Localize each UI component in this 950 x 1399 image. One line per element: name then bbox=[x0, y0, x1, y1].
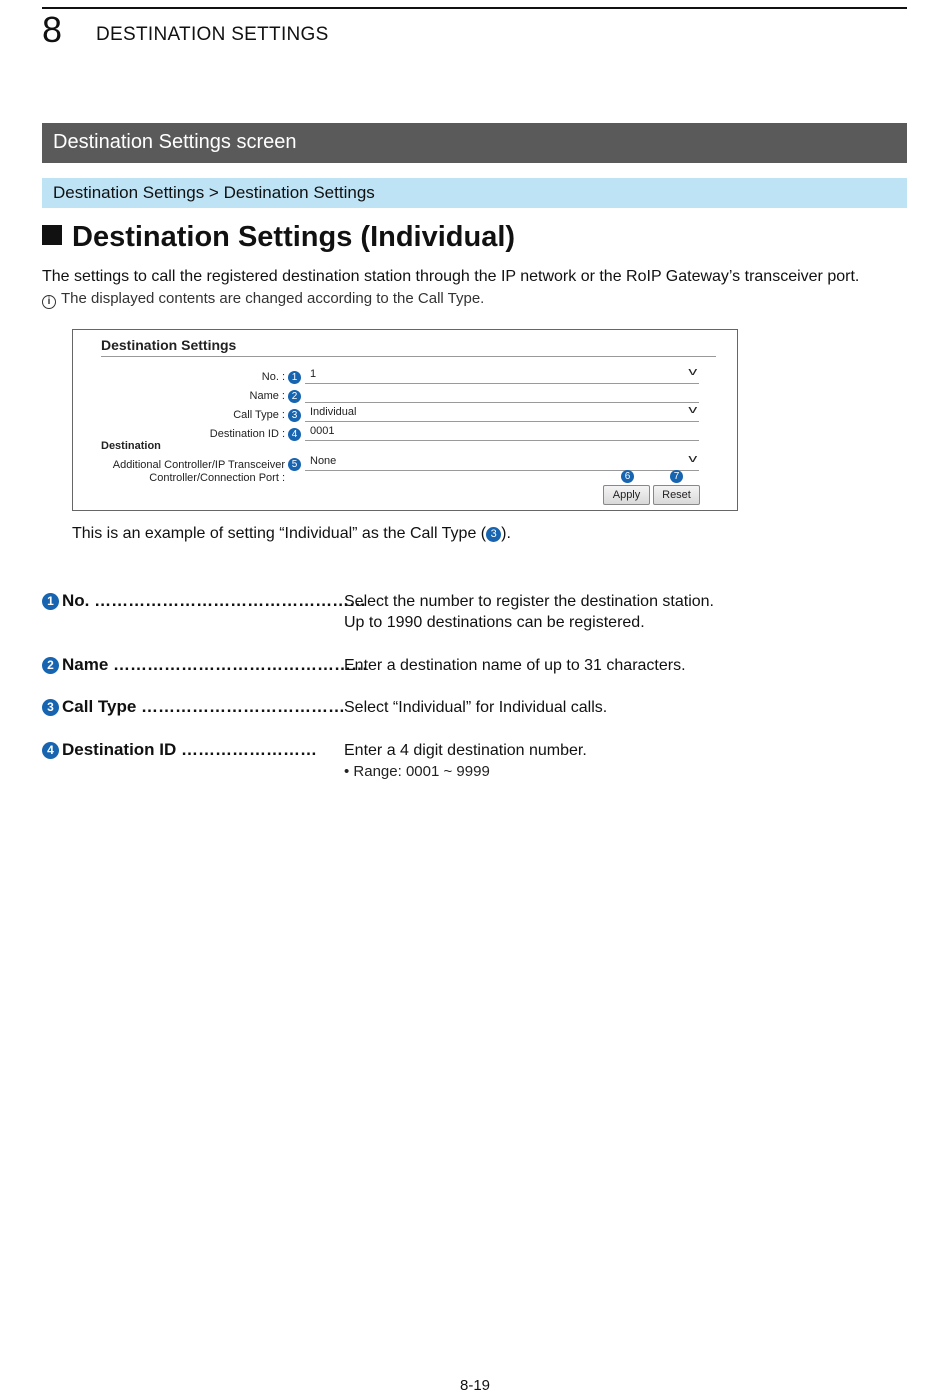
description-line: Select the number to register the destination station. bbox=[344, 593, 714, 610]
port-select[interactable] bbox=[305, 454, 699, 471]
no-select[interactable] bbox=[305, 367, 699, 384]
field-label-destination-id: Destination ID : bbox=[209, 428, 285, 440]
field-label-call-type: Call Type : bbox=[233, 409, 285, 421]
badge-7: 7 bbox=[670, 470, 683, 483]
field-label-no: No. : bbox=[261, 371, 285, 383]
description-line: Select “Individual” for Individual calls. bbox=[344, 699, 608, 716]
panel-divider bbox=[101, 356, 716, 357]
call-type-select[interactable] bbox=[305, 405, 699, 422]
screen-title-bar bbox=[42, 123, 907, 163]
breadcrumb-text: Destination Settings > Destination Settings bbox=[53, 183, 375, 202]
badge-6: 6 bbox=[621, 470, 634, 483]
destination-group-label: Destination bbox=[101, 440, 161, 452]
panel-caption bbox=[72, 525, 511, 543]
apply-button[interactable]: Apply bbox=[603, 485, 650, 505]
item-description bbox=[344, 740, 587, 782]
note-text: The displayed contents are changed according to the Call Type. bbox=[61, 290, 485, 307]
description-subline: • Range: 0001 ~ 9999 bbox=[344, 763, 490, 780]
chapter-number: 8 bbox=[42, 9, 63, 50]
section-heading-text: Destination Settings (Individual) bbox=[72, 221, 516, 253]
badge-1: 1 bbox=[288, 371, 301, 384]
destination-id-value: 0001 bbox=[310, 425, 335, 437]
badge-4: 4 bbox=[288, 428, 301, 441]
screen-title: Destination Settings screen bbox=[53, 131, 297, 153]
no-value: 1 bbox=[310, 368, 317, 380]
item-term: No. ………………………………………… bbox=[62, 591, 367, 610]
section-heading bbox=[42, 221, 515, 254]
item-term: Destination ID …………………… bbox=[62, 740, 318, 759]
description-line: Enter a 4 digit destination number. bbox=[344, 742, 587, 759]
breadcrumb bbox=[42, 178, 907, 208]
badge-5: 5 bbox=[288, 458, 301, 471]
info-icon: i bbox=[42, 295, 56, 309]
item-badge: 4 bbox=[42, 742, 59, 759]
chevron-down-icon: v bbox=[687, 453, 697, 465]
name-input[interactable] bbox=[305, 386, 699, 403]
caption-text-before: This is an example of setting “Individual” as the Call Type ( bbox=[72, 525, 487, 542]
port-label-line2: Controller/Connection Port : bbox=[149, 472, 285, 484]
badge-3: 3 bbox=[288, 409, 301, 422]
item-badge: 3 bbox=[42, 699, 59, 716]
settings-screenshot-panel bbox=[72, 329, 738, 511]
call-type-value: Individual bbox=[310, 406, 357, 418]
note bbox=[42, 290, 484, 309]
item-term: Call Type ……………………………… bbox=[62, 697, 346, 716]
item-badge: 2 bbox=[42, 657, 59, 674]
field-label-name: Name : bbox=[249, 390, 285, 402]
reset-button[interactable]: Reset bbox=[653, 485, 700, 505]
destination-id-input[interactable] bbox=[305, 424, 699, 441]
caption-badge: 3 bbox=[486, 527, 501, 542]
panel-title: Destination Settings bbox=[101, 337, 237, 353]
intro-text: The settings to call the registered destination station through the IP network or the RoIP Gateway’s transceiver port. bbox=[42, 268, 860, 285]
item-badge: 1 bbox=[42, 593, 59, 610]
description-line: Enter a destination name of up to 31 characters. bbox=[344, 657, 686, 674]
caption-text-after: ). bbox=[501, 525, 511, 542]
page-number: 8-19 bbox=[459, 1377, 491, 1394]
item-term: Name ……………………………………… bbox=[62, 655, 369, 674]
top-rule bbox=[42, 7, 907, 9]
item-description bbox=[344, 697, 607, 718]
port-label-line1: Additional Controller/IP Transceiver bbox=[112, 459, 285, 471]
chevron-down-icon: v bbox=[687, 366, 697, 378]
badge-2: 2 bbox=[288, 390, 301, 403]
item-description bbox=[344, 655, 686, 676]
chevron-down-icon: v bbox=[687, 404, 697, 416]
port-value: None bbox=[310, 455, 337, 467]
chapter-title: DESTINATION SETTINGS bbox=[96, 24, 329, 45]
description-line: Up to 1990 destinations can be registered. bbox=[344, 614, 645, 631]
square-bullet-icon bbox=[42, 225, 62, 245]
item-description bbox=[344, 591, 714, 633]
